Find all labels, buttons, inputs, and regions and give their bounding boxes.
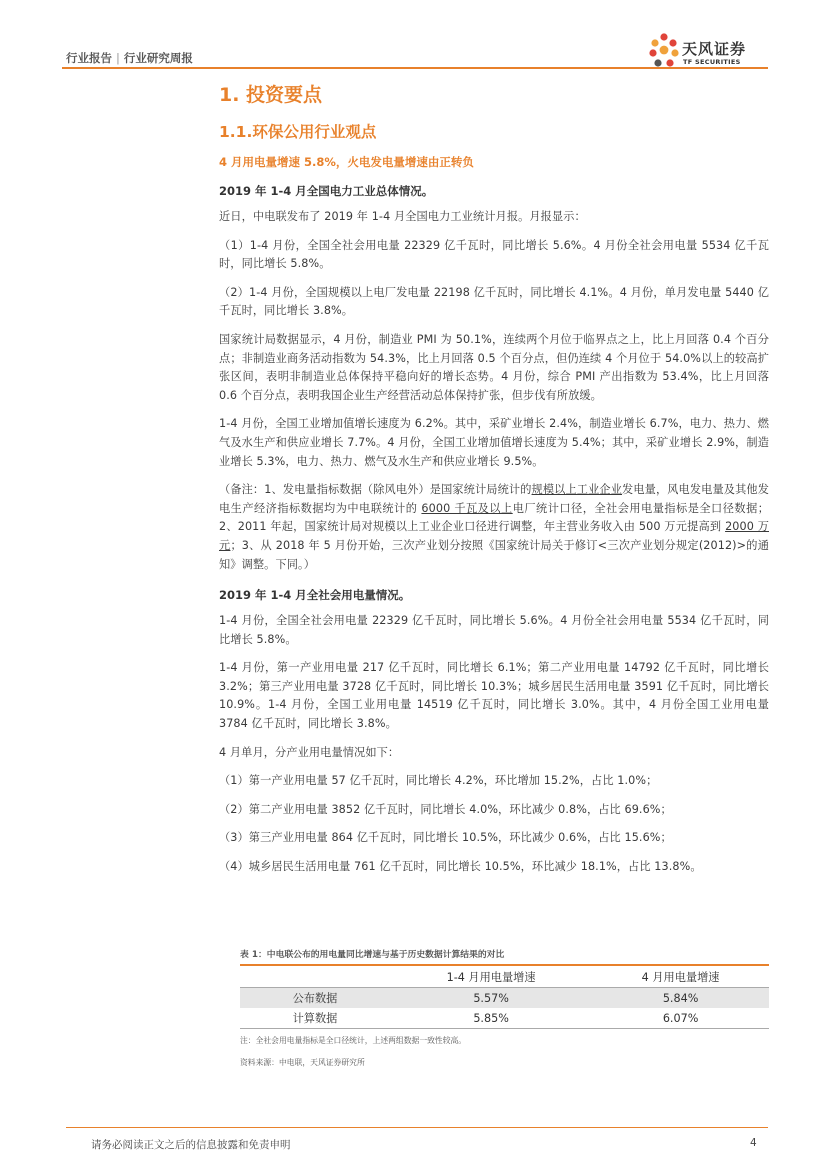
remarks-underlined: 6000 千瓦及以上 (421, 501, 513, 515)
page-number: 4 (750, 1137, 757, 1149)
paragraph-generation-summary: （2）1-4 月份，全国规模以上电厂发电量 22198 亿千瓦时，同比增长 4.1%。4 月份，单月发电量 5440 亿千瓦时，同比增长 3.8%。 (219, 285, 769, 318)
table-row (240, 1008, 769, 1029)
paragraph-consumption-detail: 1-4 月份，全国全社会用电量 22329 亿千瓦时，同比增长 5.6%。4 月份全社会用电量 5534 亿千瓦时，同比增长 5.8%。 (219, 614, 769, 646)
table-cell: 5.84% (592, 988, 769, 1009)
paragraph-remarks (219, 481, 769, 574)
table-header-cell: 1-4 月用电量增速 (390, 966, 592, 988)
footer-disclaimer: 请务必阅读正文之后的信息披露和免责申明 (91, 1139, 291, 1151)
paragraph-heading-consumption: 2019 年 1-4 月全社会用电量情况。 (219, 588, 411, 603)
remarks-text: 电厂统计口径，全社会用电量指标是全口径数据；2、2011 年起，国家统计局对规模以上工业企业口径进行调整，年主营业务收入由 500 万元提高到 (219, 501, 770, 534)
report-subtype-label: 行业研究周报 (123, 51, 193, 65)
logo-company-subtitle: TF SECURITIES (683, 58, 741, 66)
list-item: （3）第三产业用电量 864 亿千瓦时，同比增长 10.5%，环比减少 0.6%，占比 15.6%； (219, 831, 672, 845)
paragraph-industrial-growth: 1-4 月份，全国工业增加值增长速度为 6.2%。其中，采矿业增长 2.4%，制造业增长 6.7%，电力、热力、燃气及水生产和供应业增长 7.7%。4 月份，全国工业增加值增长速度为 5.4%；其中，采矿业增长 2.9%，制造业增长 5.3%，电力、热力、燃气及水生产和供应业增长 9.5%。 (219, 417, 769, 468)
logo-company-name: 天风证券 (682, 40, 747, 58)
table-row (240, 988, 769, 1009)
table-header-row (240, 966, 769, 988)
table-title: 表 1：中电联公布的用电量同比增速与基于历史数据计算结果的对比 (240, 948, 769, 966)
remarks-underlined: 2000 万元 (219, 520, 769, 552)
list-item: （4）城乡居民生活用电量 761 亿千瓦时，同比增长 10.5%，环比减少 18.1%，占比 13.8%。 (219, 860, 702, 874)
paragraph-sector-consumption: 1-4 月份，第一产业用电量 217 亿千瓦时，同比增长 6.1%；第二产业用电量 14792 亿千瓦时，同比增长 3.2%；第三产业用电量 3728 亿千瓦时，同比增长 10.3%；城乡居民生活用电量 3591 亿千瓦时，同比增长 10.9%。1-4 月份，全国工业用电量 14519 亿千瓦时，同比增长 3.0%。其中，4 月份全国工业用电量 3784 亿千瓦时，同比增长 3.8%。 (219, 661, 769, 731)
topic-heading: 4 月用电量增速 5.8%，火电发电量增速由正转负 (219, 155, 474, 169)
footer-divider (66, 1127, 768, 1128)
table-cell: 5.57% (390, 988, 592, 1009)
comparison-table (240, 966, 769, 1029)
table-header-cell (240, 966, 390, 988)
remarks-text: ；3、从 2018 年 5 月份开始，三次产业划分按照《国家统计局关于修订<三次产业划分规定(2012)>的通知》调整。下同。） (219, 538, 769, 571)
remarks-underlined: 规模以上工业企业 (531, 483, 623, 497)
header-separator: | (116, 51, 120, 65)
report-type-label: 行业报告 (66, 51, 112, 65)
table-row-label: 公布数据 (240, 988, 390, 1009)
paragraph-april-intro: 4 月单月，分产业用电量情况如下： (219, 745, 400, 759)
report-category (66, 50, 193, 66)
section-heading: 1. 投资要点 (219, 84, 323, 106)
comparison-table-block (240, 948, 769, 1069)
paragraph-heading-power-industry: 2019 年 1-4 月全国电力工业总体情况。 (219, 184, 434, 198)
main-content (219, 80, 769, 877)
table-row-label: 计算数据 (240, 1008, 390, 1029)
paragraph-pmi: 国家统计局数据显示，4 月份，制造业 PMI 为 50.1%，连续两个月位于临界点之上，比上月回落 0.4 个百分点；非制造业商务活动指数为 54.3%，比上月回落 0.5 个百分点，但仍连续 4 个月位于 54.0%以上的较高扩张区间，表明非制造业总体保持平稳向好的增长态势。4 月份，综合 PMI 产出指数为 53.4%，比上月回落 0.6 个百分点，表明我国企业生产经营活动总体保持扩张，但步伐有所放缓。 (219, 332, 769, 402)
list-item: （2）第二产业用电量 3852 亿千瓦时，同比增长 4.0%，环比减少 0.8%，占比 69.6%； (219, 802, 672, 816)
list-item: （1）第一产业用电量 57 亿千瓦时，同比增长 4.2%，环比增加 15.2%，占比 1.0%； (219, 774, 658, 788)
paragraph-consumption-summary: （1）1-4 月份，全国全社会用电量 22329 亿千瓦时，同比增长 5.6%。4 月份全社会用电量 5534 亿千瓦时，同比增长 5.8%。 (219, 238, 769, 271)
table-note: 注：全社会用电量指标是全口径统计，上述两组数据一致性较高。 (240, 1036, 467, 1045)
table-cell: 5.85% (390, 1008, 592, 1029)
table-cell: 6.07% (592, 1008, 769, 1029)
logo-flower-icon (648, 32, 680, 72)
remarks-text: （备注：1、发电量指标数据（除风电外）是国家统计局统计的 (219, 483, 532, 497)
header-divider (62, 67, 768, 69)
table-header-cell: 4 月用电量增速 (592, 966, 769, 988)
subsection-heading: 1.1.环保公用行业观点 (219, 123, 377, 141)
paragraph-intro: 近日，中电联发布了 2019 年 1-4 月全国电力工业统计月报。月报显示： (219, 210, 586, 223)
table-source: 资料来源：中电联，天风证券研究所 (240, 1058, 365, 1067)
remarks-text: 发电量，风电发电量及其他发电生产经济指标数据均为中电联统计的 (219, 483, 769, 515)
